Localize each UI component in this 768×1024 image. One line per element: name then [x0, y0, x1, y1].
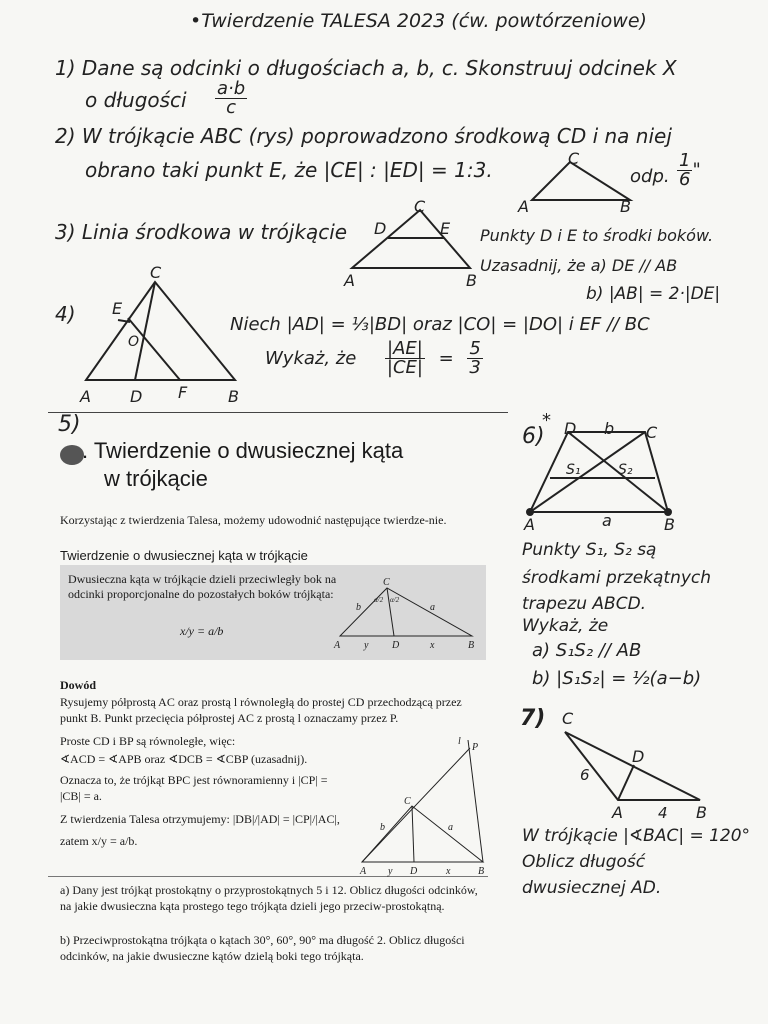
p2-label-A: A	[518, 197, 529, 216]
p4-label-B: B	[228, 387, 239, 406]
problem-1-line-2: o długości	[85, 88, 187, 112]
proof-paragraph-6: zatem x/y = a/b.	[60, 834, 138, 848]
equals-sign: =	[438, 347, 454, 369]
p3-label-A: A	[344, 271, 355, 290]
proof-paragraph-2: Proste CD i BP są równoległe, więc:	[60, 734, 236, 748]
intro-text: Korzystając z twierdzenia Talesa, możemy udowodnić następujące twierdze-nie.	[60, 513, 447, 527]
proof-label-b: b	[380, 822, 385, 833]
problem-2-line-2: obrano taki punkt E, że |CE| : |ED| = 1:3.	[85, 158, 493, 182]
thm-label-half-1: α/2	[374, 596, 384, 604]
p3-label-D: D	[374, 219, 387, 238]
proof-triangle	[362, 740, 483, 862]
problem-5-number: 5)	[58, 412, 81, 437]
p4-label-D: D	[130, 387, 143, 406]
problem-6-text-3: trapezu ABCD.	[522, 594, 647, 614]
p3-label-C: C	[414, 197, 426, 216]
proof-title: Dowód	[60, 678, 97, 692]
proof-paragraph-4: Oznacza to, że trójkąt BPC jest równoramienny i |CP| = |CB| = a.	[60, 773, 328, 803]
theorem-text: Dwusieczna kąta w trójkącie dzieli przeciwległy bok na odcinki proporcjonalne do pozostałych boków trójkąta:	[68, 572, 337, 601]
thm-label-b: b	[356, 602, 361, 613]
thm-label-x: x	[430, 640, 435, 651]
theorem-formula: x/y = a/b	[180, 624, 224, 638]
problem-4-diagram	[86, 282, 235, 380]
thm-label-half-2: α/2	[390, 596, 400, 604]
fraction-denominator: c	[226, 97, 237, 118]
p6-label-b: b	[604, 419, 615, 438]
problem-4-line-1: Niech |AD| = ⅓|BD| oraz |CO| = |DO| i EF // BC	[230, 314, 650, 335]
thm-label-B: B	[468, 640, 475, 651]
answer-suffix: "	[692, 159, 701, 181]
p3-label-E: E	[440, 219, 451, 238]
section-heading-1: . Twierdzenie o dwusiecznej kąta	[82, 438, 404, 463]
problem-6-star: *	[542, 410, 551, 431]
p7-label-4: 4	[658, 804, 668, 822]
proof-label-D: D	[410, 866, 418, 877]
theorem-title: Twierdzenie o dwusiecznej kąta w trójkącie	[60, 548, 308, 563]
ratio-numerator: |AE|	[387, 338, 423, 359]
p2-label-B: B	[620, 197, 631, 216]
problem-1-line-1: 1) Dane są odcinki o długościach a, b, c. Skonstruuj odcinek X	[55, 56, 677, 80]
problem-6-text-1: Punkty S₁, S₂ są	[522, 540, 657, 560]
p4-label-C: C	[150, 263, 162, 282]
fraction-numerator: a·b	[217, 78, 246, 99]
result-denominator: 3	[469, 357, 481, 378]
proof-label-C: C	[404, 796, 411, 807]
thm-label-D: D	[392, 640, 400, 651]
proof-label-a: a	[448, 822, 453, 833]
p7-label-B: B	[696, 803, 707, 822]
p7-label-D: D	[632, 747, 645, 766]
proof-label-l: l	[458, 736, 461, 747]
problem-7-number: 7)	[520, 706, 546, 731]
p4-label-E: E	[112, 299, 123, 318]
proof-paragraph-1: Rysujemy półprostą AC oraz prostą l równoległą do prostej CD przechodzącą przez punkt B. Punkt przecięcia półprostej AC z prostą l oznaczamy przez P.	[60, 695, 462, 725]
problem-4-number: 4)	[55, 302, 76, 326]
answer-numerator: 1	[679, 150, 691, 171]
p7-label-C: C	[562, 709, 574, 728]
problem-3-note-2: Uzasadnij, że a) DE // AB	[480, 256, 678, 275]
answer-denominator: 6	[679, 169, 691, 190]
thm-label-y: y	[364, 640, 369, 651]
problem-3-diagram	[352, 210, 470, 268]
p6-label-D: D	[564, 419, 577, 438]
section-heading-2: w trójkącie	[104, 466, 208, 491]
p3-label-B: B	[466, 271, 477, 290]
p7-label-6: 6	[580, 766, 590, 784]
problem-6-number: 6)	[522, 424, 545, 449]
problem-7-text-2: Oblicz długość	[522, 852, 646, 872]
problem-4-line-2: Wykaż, że	[265, 348, 357, 369]
problem-7-text-1: W trójkącie |∢BAC| = 120°	[522, 826, 751, 846]
proof-paragraph-5: Z twierdzenia Talesa otrzymujemy: |DB|/|AD| = |CP|/|AC|,	[60, 812, 340, 826]
problem-2-answer-label: odp.	[630, 166, 670, 187]
thm-label-A: A	[334, 640, 341, 651]
p6-label-a: a	[602, 511, 612, 530]
exercise-a: a) Dany jest trójkąt prostokątny o przyprostokątnych 5 i 12. Oblicz długości odcinków, na jakie dwusieczna kąta prostego tego trójkąta dzieli jego przeciw-prostokątną.	[60, 883, 478, 913]
p6-label-A: A	[524, 515, 535, 534]
problem-3-note-1: Punkty D i E to środki boków.	[480, 226, 714, 245]
proof-label-A: A	[360, 866, 367, 877]
thm-label-C: C	[383, 577, 390, 588]
p6-label-B: B	[664, 515, 675, 534]
problem-6-text-6: b) |S₁S₂| = ½(a−b)	[532, 668, 702, 689]
problem-6-text-2: środkami przekątnych	[522, 568, 712, 588]
page-title: •Twierdzenie TALESA 2023 (ćw. powtórzeniowe)	[190, 10, 647, 32]
problem-6-text-5: a) S₁S₂ // AB	[532, 640, 642, 661]
p2-label-C: C	[568, 149, 580, 168]
proof-label-x: x	[446, 866, 451, 877]
p6-label-S1: S₁	[566, 462, 581, 478]
problem-3-line-1: 3) Linia środkowa w trójkącie	[55, 220, 348, 244]
proof-label-y: y	[388, 866, 393, 877]
p6-label-S2: S₂	[618, 462, 633, 478]
problem-6-trapezoid	[527, 432, 671, 515]
thm-label-a: a	[430, 602, 435, 613]
proof-label-B: B	[478, 866, 485, 877]
problem-7-text-3: dwusiecznej AD.	[522, 878, 662, 898]
problem-2-line-1: 2) W trójkącie ABC (rys) poprowadzono środkową CD i na niej	[55, 124, 672, 148]
proof-paragraph-3: ∢ACD = ∢APB oraz ∢DCB = ∢CBP (uzasadnij).	[60, 752, 308, 766]
p4-label-O: O	[128, 334, 140, 350]
problem-6-text-4: Wykaż, że	[522, 616, 609, 636]
problem-2-triangle	[532, 162, 630, 200]
exercise-b: b) Przeciwprostokątna trójkąta o kątach 30°, 60°, 90° ma długość 2. Oblicz długości odcinków, na jakie dwusieczne kątów dzielą boki tego trójkąta.	[60, 933, 465, 963]
p4-label-A: A	[80, 387, 91, 406]
p6-label-C: C	[646, 423, 658, 442]
p7-label-A: A	[612, 803, 623, 822]
proof-label-P: P	[472, 742, 479, 753]
p4-label-F: F	[178, 383, 188, 402]
problem-3-note-3: b) |AB| = 2·|DE|	[586, 284, 721, 304]
ratio-denominator: |CE|	[386, 357, 423, 378]
result-numerator: 5	[469, 338, 481, 359]
